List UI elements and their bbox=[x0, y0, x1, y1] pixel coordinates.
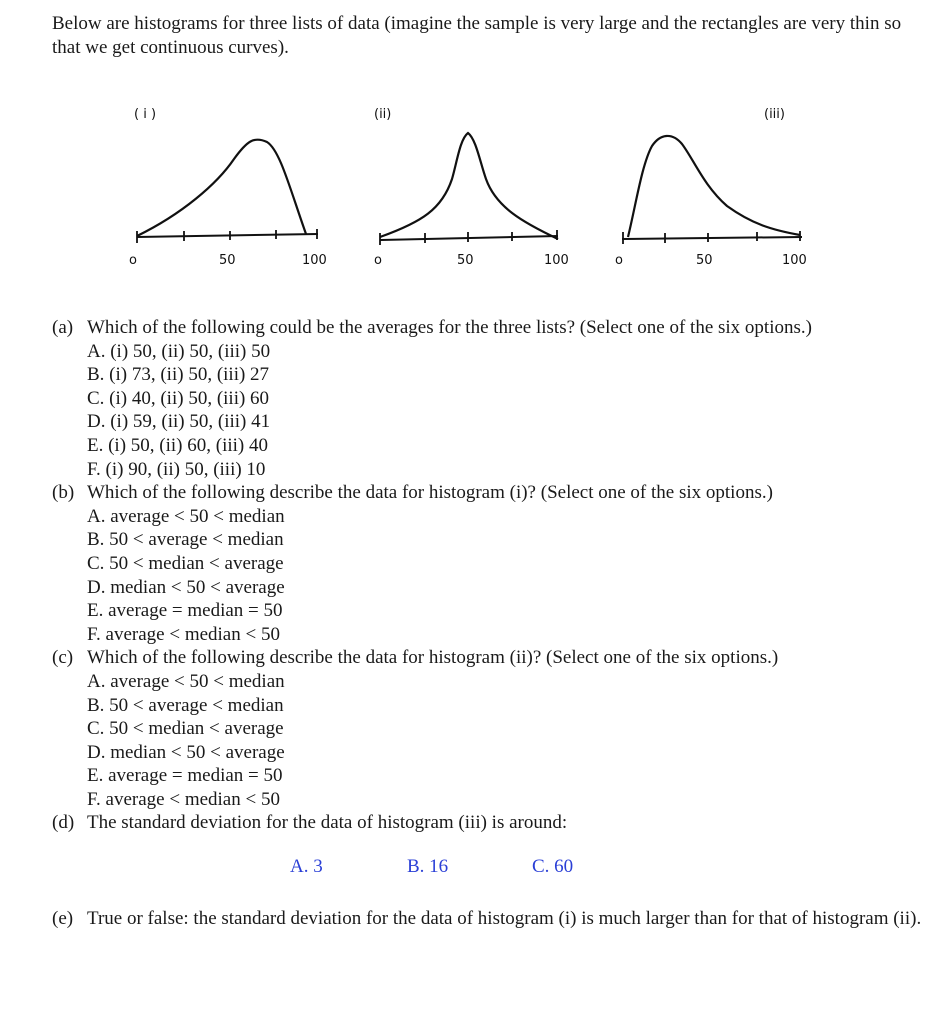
histogram-iii bbox=[615, 107, 807, 268]
option-e[interactable]: E. average = median = 50 bbox=[87, 765, 283, 787]
histogram-ii bbox=[374, 107, 569, 268]
intro-paragraph: Below are histograms for three lists of data (imagine the sample is very large and the rectangles are very thin so that we get continuous curves). bbox=[52, 13, 902, 58]
option-f[interactable]: F. (i) 90, (ii) 50, (iii) 10 bbox=[87, 458, 266, 480]
histogram-label: (iii) bbox=[764, 107, 785, 122]
histogram-label: ( i ) bbox=[134, 107, 157, 122]
questions-list bbox=[52, 316, 922, 931]
x-axis bbox=[137, 234, 318, 237]
histograms-svg bbox=[112, 94, 832, 284]
x-axis bbox=[380, 236, 558, 240]
question-d bbox=[52, 811, 922, 889]
question-text: True or false: the standard deviation for the data of histogram (i) is much larger than for that of histogram (ii). bbox=[87, 908, 922, 930]
distribution-curve bbox=[628, 136, 800, 237]
question-text: Which of the following describe the data for histogram (i)? (Select one of the six options.) bbox=[87, 482, 773, 504]
question-c bbox=[52, 646, 922, 811]
question-text: Which of the following could be the averages for the three lists? (Select one of the six options.) bbox=[87, 317, 812, 338]
tick-label-100: 100 bbox=[782, 253, 807, 268]
histogram-label: (ii) bbox=[374, 107, 392, 122]
answer-choices bbox=[87, 835, 922, 889]
option-f[interactable]: F. average < median < 50 bbox=[87, 788, 280, 810]
option-e[interactable]: E. average = median = 50 bbox=[87, 600, 283, 622]
option-a[interactable]: A. (i) 50, (ii) 50, (iii) 50 bbox=[87, 340, 271, 362]
option-a[interactable]: A. average < 50 < median bbox=[87, 505, 285, 527]
option-f[interactable]: F. average < median < 50 bbox=[87, 623, 280, 645]
distribution-curve bbox=[380, 133, 558, 239]
question-a bbox=[52, 316, 922, 481]
option-d[interactable]: D. median < 50 < average bbox=[87, 576, 285, 598]
option-b[interactable]: B. (i) 73, (ii) 50, (iii) 27 bbox=[87, 364, 270, 386]
choice-c[interactable]: C. 60 bbox=[532, 856, 574, 878]
question-text: The standard deviation for the data of histogram (iii) is around: bbox=[87, 812, 568, 834]
option-a[interactable]: A. average < 50 < median bbox=[87, 670, 285, 692]
question-number: (d) bbox=[52, 812, 75, 834]
tick-label-0: o bbox=[615, 253, 623, 268]
tick-label-50: 50 bbox=[696, 253, 713, 268]
question-b bbox=[52, 481, 922, 646]
option-b[interactable]: B. 50 < average < median bbox=[87, 694, 284, 716]
question-text: Which of the following describe the data for histogram (ii)? (Select one of the six options.) bbox=[87, 647, 779, 669]
option-d[interactable]: D. median < 50 < average bbox=[87, 741, 285, 763]
question-number: (a) bbox=[52, 317, 74, 338]
option-c[interactable]: C. 50 < median < average bbox=[87, 718, 284, 740]
question-number: (b) bbox=[52, 482, 75, 504]
tick-label-0: o bbox=[374, 253, 382, 268]
option-e[interactable]: E. (i) 50, (ii) 60, (iii) 40 bbox=[87, 434, 268, 456]
option-d[interactable]: D. (i) 59, (ii) 50, (iii) 41 bbox=[87, 411, 271, 433]
question-e bbox=[52, 907, 922, 931]
choice-b[interactable]: B. 16 bbox=[407, 856, 449, 878]
option-b[interactable]: B. 50 < average < median bbox=[87, 529, 284, 551]
tick-label-100: 100 bbox=[544, 253, 569, 268]
tick-label-100: 100 bbox=[302, 253, 327, 268]
histogram-i bbox=[129, 107, 327, 268]
tick-label-0: o bbox=[129, 253, 137, 268]
choice-a[interactable]: A. 3 bbox=[290, 856, 323, 878]
question-number: (c) bbox=[52, 647, 74, 669]
option-c[interactable]: C. (i) 40, (ii) 50, (iii) 60 bbox=[87, 387, 270, 409]
spacer bbox=[52, 889, 922, 907]
question-number: (e) bbox=[52, 908, 74, 930]
tick-label-50: 50 bbox=[219, 253, 236, 268]
tick-label-50: 50 bbox=[457, 253, 474, 268]
x-axis bbox=[622, 237, 802, 239]
option-c[interactable]: C. 50 < median < average bbox=[87, 552, 284, 574]
distribution-curve bbox=[137, 140, 306, 236]
histograms-figure bbox=[112, 94, 832, 284]
